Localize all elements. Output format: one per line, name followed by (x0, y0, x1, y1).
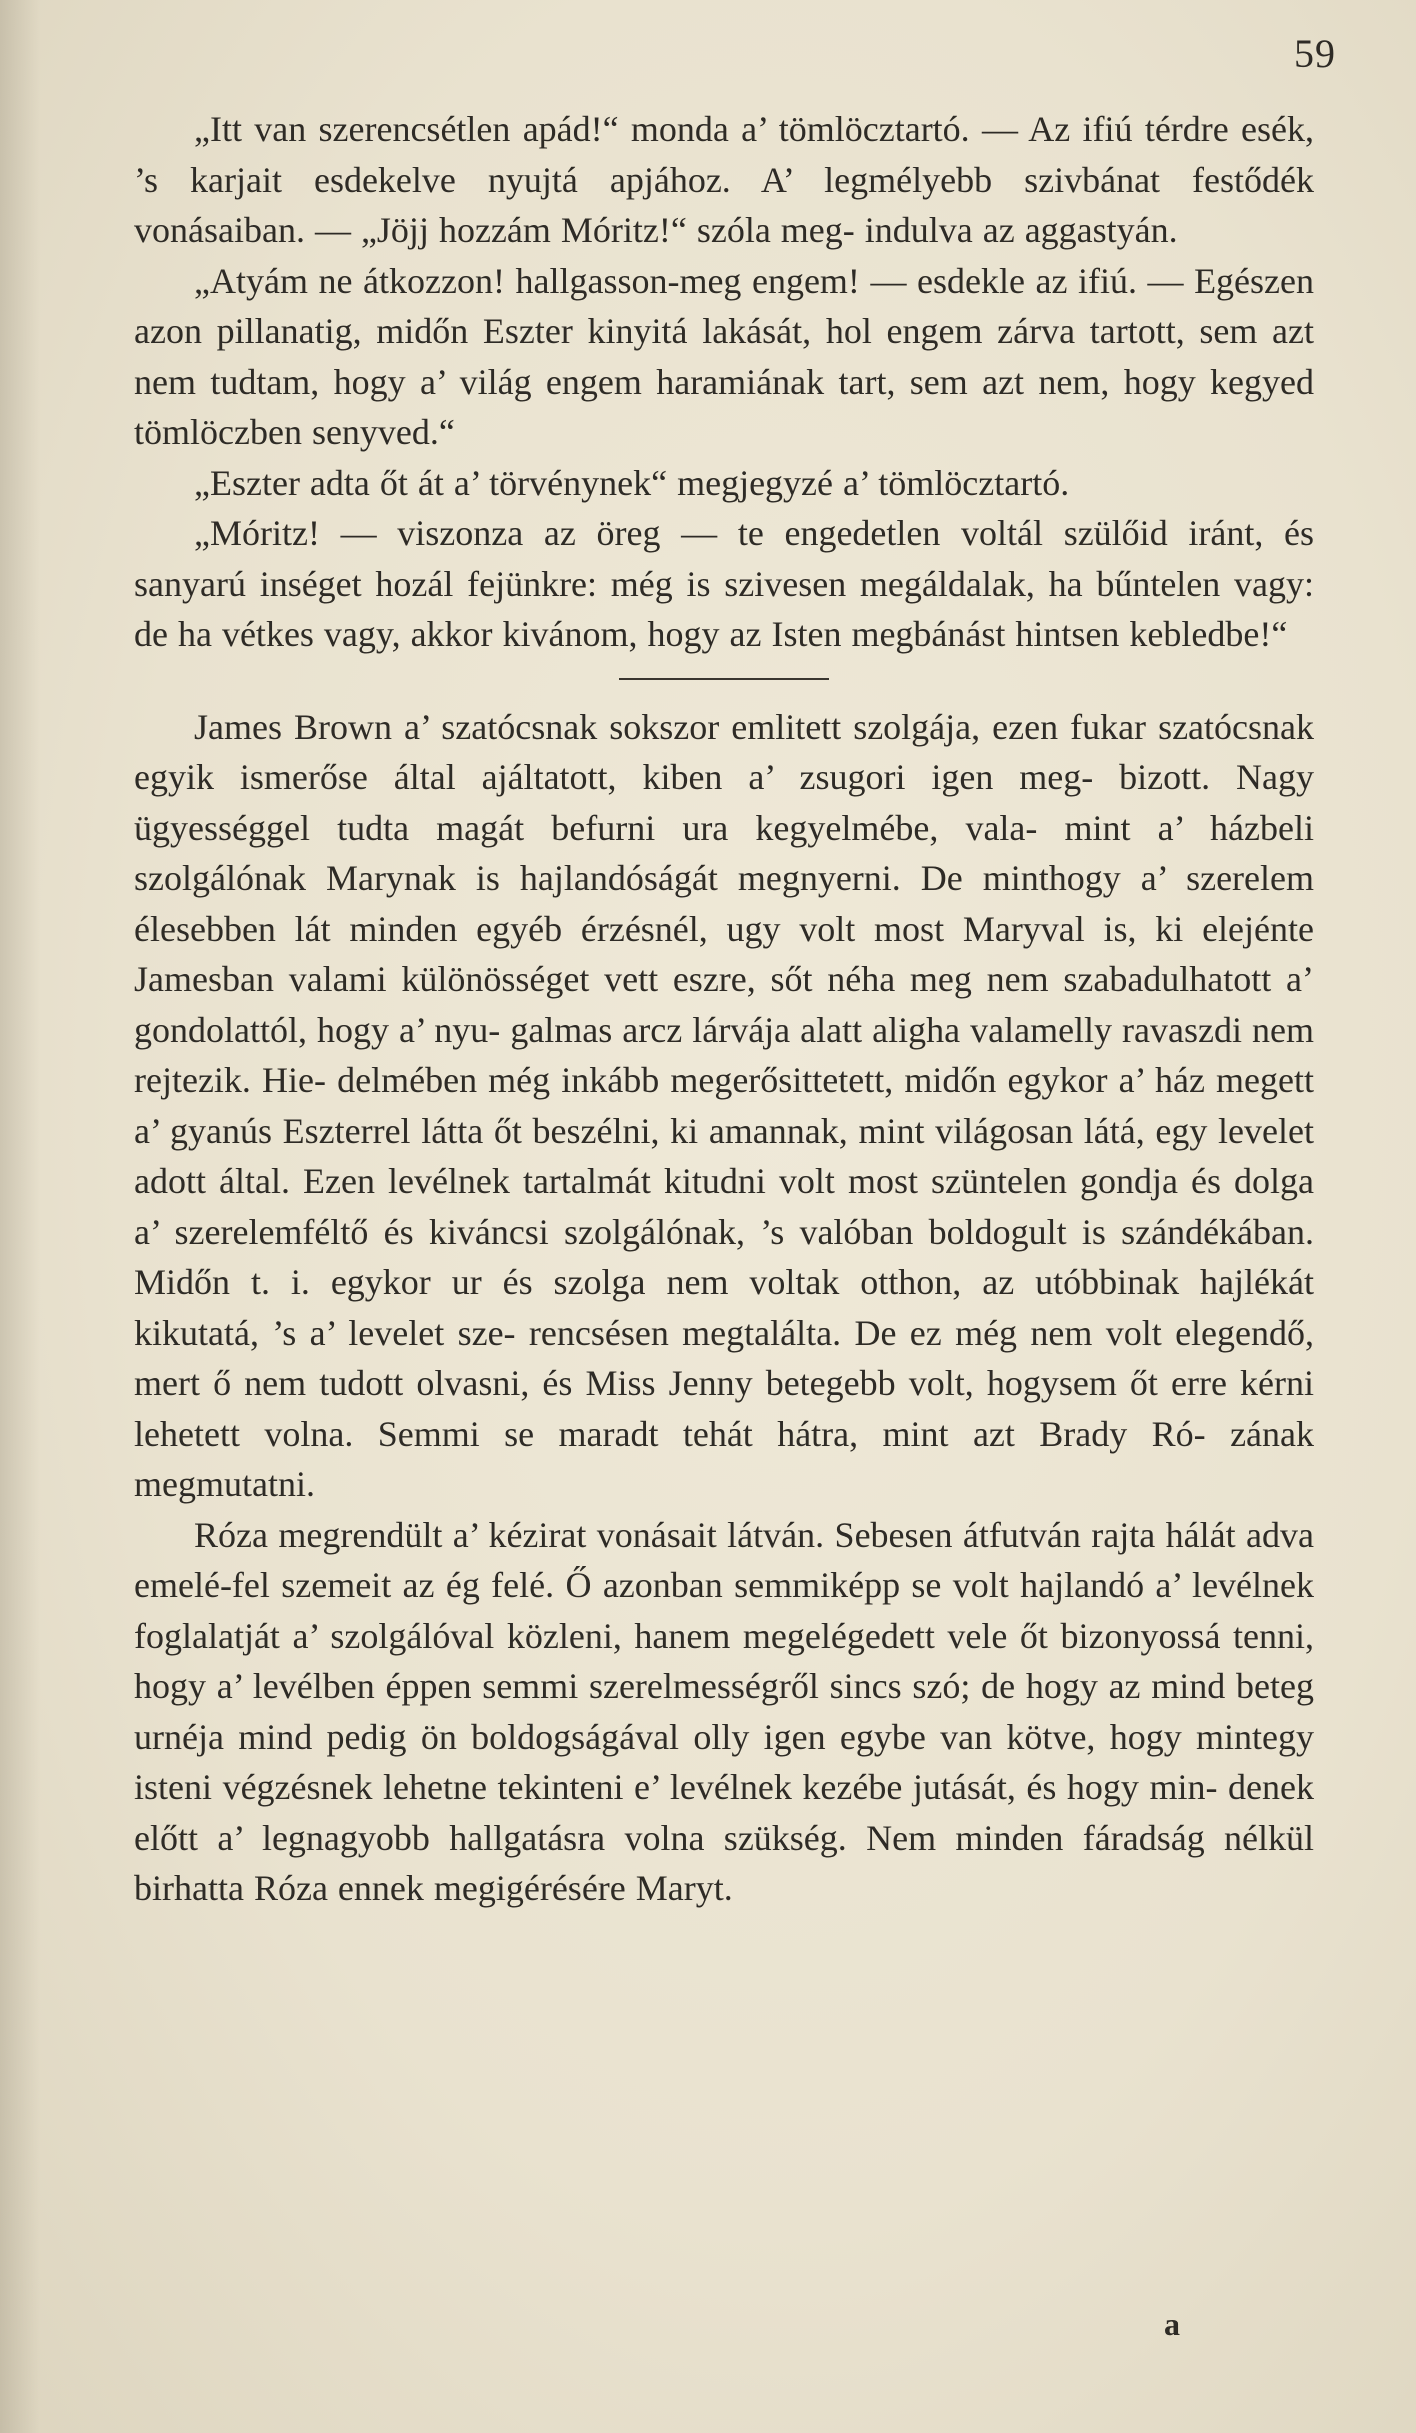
line: nem voltak otthon, az utóbbinak hajlékát kikutatá, ’s a’ levelet sze- (134, 1262, 1314, 1353)
line: végzésnek lehetne tekinteni e’ levélnek kezébe jutását, és hogy min- (222, 1767, 1229, 1807)
line: szivbánat festődék vonásaiban. — „Jöjj hozzám Móritz!“ szóla meg- (134, 159, 1314, 250)
paragraph-4 (134, 508, 1314, 660)
spine-shadow (0, 0, 40, 2433)
line: a’ gyanús Eszterrel látta őt beszélni, ki amannak, mint világosan látá, (134, 1110, 1156, 1151)
line: bűntelen vagy: de ha vétkes vagy, akkor kivánom, hogy az Isten (134, 563, 1314, 654)
line: denek előtt a’ legnagyobb hallgatásra volna szükség. Nem minden (134, 1767, 1315, 1858)
catchword: a (1164, 2306, 1180, 2342)
line: tudott olvasni, és Miss Jenny betegebb volt, hogysem őt erre kérni (319, 1363, 1315, 1403)
line: delmében még inkább megerősittetett, midőn egykor a’ ház megett (337, 1060, 1314, 1100)
line: fáradság nélkül birhatta Róza ennek megigérésére Maryt. (134, 1817, 1315, 1908)
paragraph-1 (134, 104, 1314, 256)
paragraph-2 (134, 256, 1314, 458)
line: ’s valóban boldogult is szándékában. Midőn t. i. egykor ur és szolga (134, 1211, 1315, 1302)
page-number: 59 (1294, 31, 1336, 76)
line: mint a’ házbeli szolgálónak Marynak is hajlandóságát megnyerni. (134, 807, 1314, 898)
section-divider (619, 678, 829, 680)
line: De minthogy a’ szerelem élesebben lát minden egyéb érzésnél, ugy (134, 858, 1314, 949)
line: zának megmutatni. (134, 1413, 1314, 1504)
text-block (134, 104, 1314, 1914)
line: zárva tartott, sem azt nem tudtam, hogy a’ világ engem haramiának (134, 311, 1314, 402)
line: „Móritz! — viszonza az öreg — te engedetlen voltál szülőid iránt, (194, 513, 1284, 553)
line: megbánást hintsen kebledbe!“ (851, 614, 1288, 654)
line: megelégedett vele őt bizonyossá tenni, hogy a’ levélben éppen semmi (134, 1615, 1314, 1706)
line: egy levelet adott által. Ezen levélnek tartalmát kitudni volt most (134, 1110, 1314, 1201)
line: szerelmességről sincs szó; de hogy az mind beteg urnéja mind pedig (134, 1666, 1315, 1757)
line: „Atyám ne átkozzon! hallgasson-meg engem! — esdekle az ifiú. (194, 260, 1148, 301)
line: térdre esék, ’s karjait esdekelve nyujtá apjához. A’ legmélyebb (134, 109, 1315, 200)
line: — Egészen azon pillanatig, midőn Eszter kinyitá lakását, hol engem (134, 260, 1315, 351)
line: szatócsnak egyik ismerőse által ajáltatott, kiben a’ zsugori igen meg- (134, 706, 1314, 797)
line: lehetett volna. Semmi se maradt tehát hátra, mint azt Brady Ró- (134, 1413, 1231, 1454)
paragraph-6 (134, 1510, 1314, 1914)
line: „Itt van szerencsétlen apád!“ monda a’ tömlöcztartó. — Az ifiú (194, 109, 1145, 149)
paragraph-5 (134, 702, 1314, 1510)
line: volt most Maryval is, ki elejénte Jamesban valami különösséget vett (134, 908, 1314, 999)
line: és sanyarú inséget hozál fejünkre: még is szivesen megáldalak, ha (134, 513, 1314, 604)
line: Róza megrendült a’ kézirat vonásait látván. Sebesen átfutván (194, 1514, 1092, 1555)
line: rajta hálát adva emelé-fel szemeit az ég felé. Ő azonban semmiképp (134, 1514, 1314, 1605)
line: se volt hajlandó a’ levélnek foglalatját a’ szolgálóval közleni, hanem (134, 1565, 1314, 1656)
line: galmas arcz lárvája alatt aligha valamelly ravaszdi nem rejtezik. Hie- (134, 1009, 1314, 1100)
line: szüntelen gondja és dolga a’ szerelemféltő és kiváncsi szolgálónak, (134, 1161, 1314, 1252)
line: „Eszter adta őt át a’ törvénynek“ megjegyzé a’ tömlöcztartó. (194, 462, 1070, 503)
paragraph-3 (134, 458, 1314, 509)
line: tart, sem azt nem, hogy kegyed tömlöczben senyved.“ (134, 361, 1315, 452)
line: rencsésen megtalálta. De ez még nem volt elegendő, mert ő nem (134, 1312, 1315, 1403)
line: ön boldogságával olly igen egybe van kötve, hogy mintegy isteni (134, 1716, 1314, 1807)
line: bizott. Nagy ügyességgel tudta magát befurni ura kegyelmébe, vala- (134, 757, 1314, 848)
line: James Brown a’ szatócsnak sokszor emlitett szolgája, ezen fukar (194, 706, 1159, 747)
line: indulva az aggastyán. (864, 210, 1178, 250)
line: eszre, sőt néha meg nem szabadulhatott a’ gondolattól, hogy a’ nyu- (134, 959, 1314, 1050)
